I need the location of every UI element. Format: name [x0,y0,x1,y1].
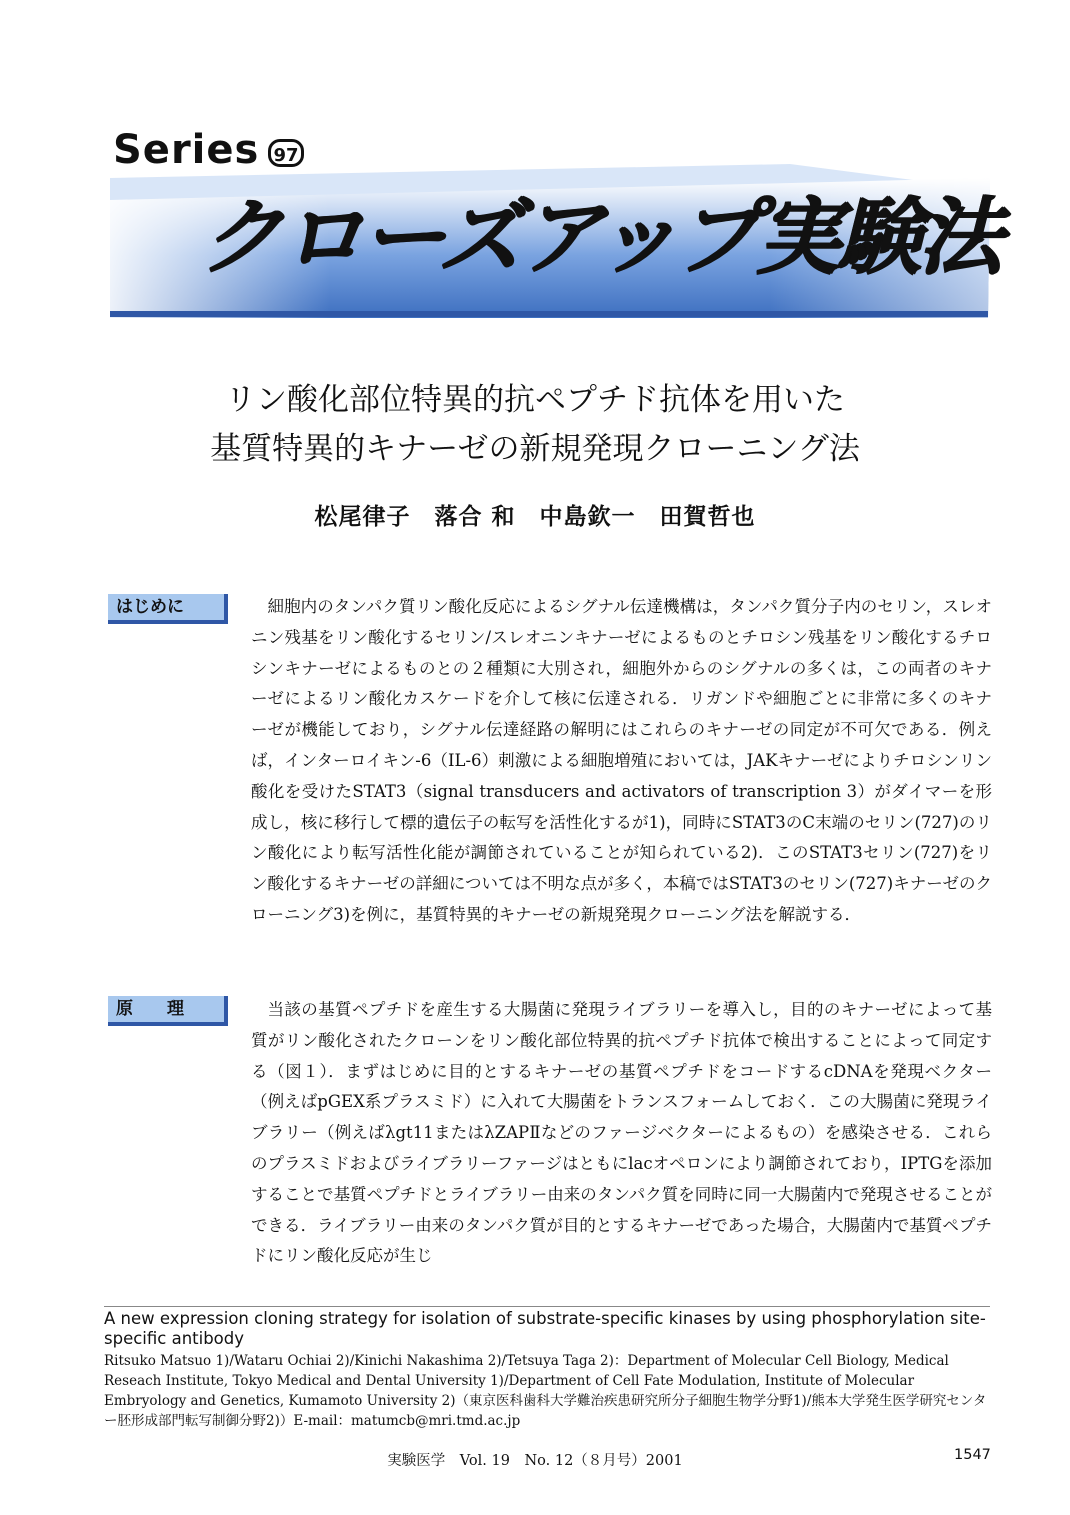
english-title: A new expression cloning strategy for isolation of substrate-specific kinases by using phosphorylation site-specific antibody [104,1309,986,1348]
section-label-introduction: はじめに [108,594,228,624]
english-authors-affiliations: Ritsuko Matsuo 1)/Wataru Ochiai 2)/Kinichi Nakashima 2)/Tetsuya Taga 2)：Department of Molecular Cell Biology, Medical Reseach Institute, Tokyo Medical and Dental University 1)/Department of Cell Fate Modulation, Institute of Molecular Embryology and Genetics, Kumamoto University 2)（東京医科歯科大学難治疾患研究所分子細胞生物学分野1)/熊本大学発生医学研究センター胚形成部門転写制御分野2)）E-mail：matumcb@mri.tmd.ac.jp [104,1353,987,1429]
section-body-introduction [251,592,992,931]
section-label-principle: 原 理 [108,996,228,1026]
footnote-divider [104,1306,990,1307]
article-title-line-2: 基質特異的キナーゼの新規発現クローニング法 [210,431,860,467]
series-label: Series [113,127,260,173]
paragraph: 当該の基質ペプチドを産生する大腸菌に発現ライブラリーを導入し，目的のキナーゼによって基質がリン酸化されたクローンをリン酸化部位特異的抗ペプチド抗体で検出することによって同定する（図１）．まずはじめに目的とするキナーゼの基質ペプチドをコードするcDNAを発現ベクター（例えばpGEX系プラスミド）に入れて大腸菌をトランスフォームしておく．この大腸菌に発現ライブラリー（例えばλgt11またはλZAPⅡなどのファージベクターによるもの）を感染させる．これらのプラスミドおよびライブラリーファージはともにlacオペロンにより調節されており，IPTGを添加することで基質ペプチドとライブラリー由来のタンパク質を同時に同一大腸菌内で発現させることができる．ライブラリー由来のタンパク質が目的とするキナーゼであった場合，大腸菌内で基質ペプチドにリン酸化反応が生じ [251,1000,992,1266]
author-list: 松尾律子 落合 和 中島欽一 田賀哲也 [314,504,756,530]
article-title-line-1: リン酸化部位特異的抗ペプチド抗体を用いた [225,382,845,418]
paragraph: 細胞内のタンパク質リン酸化反応によるシグナル伝達機構は，タンパク質分子内のセリン，スレオニン残基をリン酸化するセリン/スレオニンキナーゼによるものとチロシン残基をリン酸化するチロシンキナーゼによるものとの２種類に大別され，細胞外からのシグナルの多くは，この両者のキナーゼによるリン酸化カスケードを介して核に伝達される．リガンドや細胞ごとに非常に多くのキナーゼが機能しており，シグナル伝達経路の解明にはこれらのキナーゼの同定が不可欠である．例えば，インターロイキン-6（IL-6）刺激による細胞増殖においては，JAKキナーゼによりチロシンリン酸化を受けたSTAT3（signal transducers and activators of transcription 3）がダイマーを形成し，核に移行して標的遺伝子の転写を活性化するが1)，同時にSTAT3のC末端のセリン(727)のリン酸化により転写活性化能が調節されていることが知られている2)．このSTAT3セリン(727)をリン酸化するキナーゼの詳細については不明な点が多く，本稿ではSTAT3のセリン(727)キナーゼのクローニング3)を例に，基質特異的キナーゼの新規発現クローニング法を解説する． [251,597,992,924]
series-number-badge: 97 [268,139,304,167]
journal-citation: 実験医学 Vol. 19 No. 12（８月号）2001 [387,1453,683,1469]
section-body-principle [251,995,992,1272]
series-title: クローズアップ実験法 [193,188,1019,286]
page-number: 1547 [954,1447,991,1463]
